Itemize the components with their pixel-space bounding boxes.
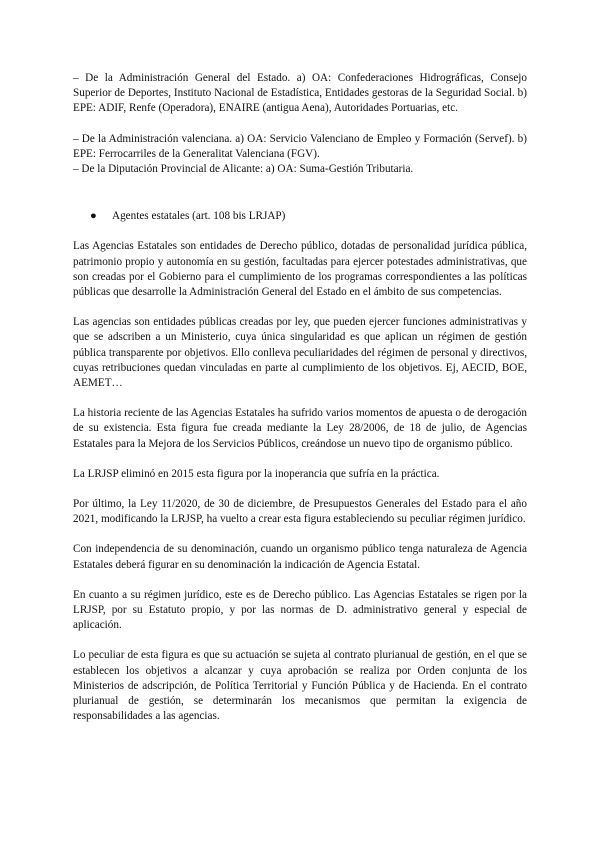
- spacer: [73, 573, 527, 588]
- spacer: [73, 300, 527, 315]
- spacer: [73, 452, 527, 467]
- intro-paragraph-age: – De la Administración General del Estado. a) OA: Confederaciones Hidrográficas, Consejo Superior de Deportes, Instituto Nacional de Estadística, Entidades gestoras de la Seguridad Social. b) EPE: ADIF, Renfe (Operadora), ENAIRE (antigua Aena), Autoridades Portuarias, etc.: [73, 72, 527, 115]
- spacer: [73, 482, 527, 497]
- spacer: [73, 633, 527, 648]
- spacer: [73, 177, 527, 209]
- bullet-icon: ●: [90, 210, 97, 223]
- spacer: [73, 224, 527, 239]
- bullet-text: Agentes estatales (art. 108 bis LRJAP): [112, 210, 286, 223]
- body-paragraph: Las Agencias Estatales son entidades de Derecho público, dotadas de personalidad jurídica pública, patrimonio propio y autonomía en su gestión, facultadas para ejercer potestades administrativas, que son creadas por el Gobierno para el cumplimiento de los programas correspondientes a las políticas públicas que desarrolle la Administración General del Estado en el ámbito de sus competencias.: [73, 240, 527, 299]
- body-paragraph: Con independencia de su denominación, cuando un organismo público tenga naturaleza de Agencia Estatales deberá figurar en su denominación la indicación de Agencia Estatal.: [73, 543, 527, 571]
- bullet-item-agentes-estatales: [73, 209, 527, 224]
- body-paragraph: La LRJSP eliminó en 2015 esta figura por la inoperancia que sufría en la práctica.: [73, 467, 440, 480]
- spacer: [73, 391, 527, 406]
- intro-paragraph-alicante: – De la Diputación Provincial de Alicante: a) OA: Suma-Gestión Tributaria.: [73, 163, 414, 176]
- body-paragraph: En cuanto a su régimen jurídico, este es de Derecho público. Las Agencias Estatales se rigen por la LRJSP, por su Estatuto propio, y por las normas de D. administrativo general y especial de aplicación.: [73, 588, 527, 632]
- spacer: [73, 117, 527, 132]
- body-paragraph: Por último, la Ley 11/2020, de 30 de diciembre, de Presupuestos Generales del Estado para el año 2021, modificando la LRJSP, ha vuelto a crear esta figura estableciendo su peculiar régimen jurídico.: [73, 498, 527, 526]
- body-paragraph: Las agencias son entidades públicas creadas por ley, que pueden ejercer funciones administrativas y que se adscriben a un Ministerio, cuya única singularidad es que aplican un régimen de gestión pública transparente por objetivos. Ello conlleva peculiaridades del régimen de personal y directivos, cuyas retribuciones quedan vinculadas en parte al cumplimiento de los objetivos. Ej, AECID, BOE, AEMET…: [73, 316, 527, 390]
- spacer: [73, 527, 527, 542]
- intro-paragraph-valenciana: – De la Administración valenciana. a) OA: Servicio Valenciano de Empleo y Formación (Servef). b) EPE: Ferrocarriles de la Generalitat Valenciana (FGV).: [73, 132, 527, 160]
- body-paragraph: La historia reciente de las Agencias Estatales ha sufrido varios momentos de apuesta o de derogación de su existencia. Esta figura fue creada mediante la Ley 28/2006, de 18 de julio, de Agencias Estatales para la Mejora de los Servicios Públicos, creándose un nuevo tipo de organismo público.: [73, 407, 527, 450]
- body-paragraph: Lo peculiar de esta figura es que su actuación se sujeta al contrato plurianual de gestión, en el que se establecen los objetivos a alcanzar y cuya aprobación se realiza por Orden conjunta de los Ministerios de adscripción, de Política Territorial y Función Pública y de Hacienda. En el contrato plurianual de gestión, se determinarán los mecanismos que permitan la exigencia de responsabilidades a las agencias.: [73, 649, 527, 723]
